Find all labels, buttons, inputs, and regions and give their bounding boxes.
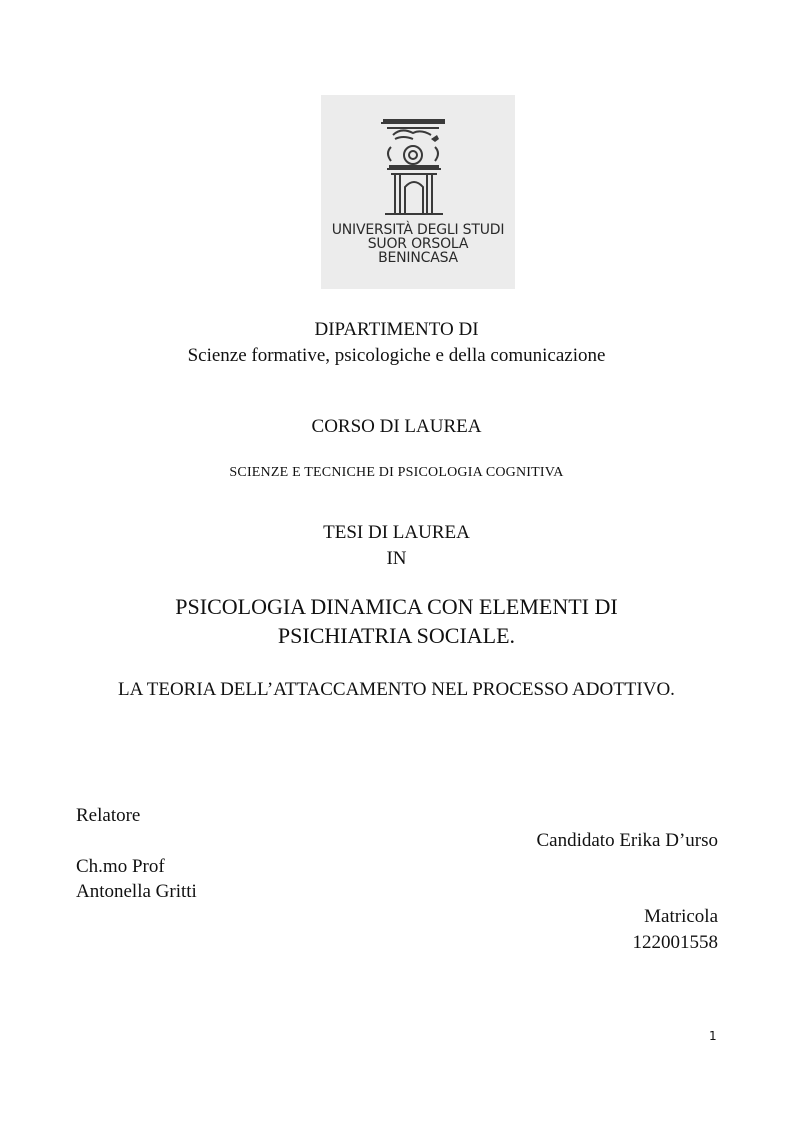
thesis-subject-line-1: PSICOLOGIA DINAMICA CON ELEMENTI DI xyxy=(175,594,618,619)
relatore-name: Antonella Gritti xyxy=(76,881,197,902)
matricola-label: Matricola xyxy=(644,906,718,927)
university-logo xyxy=(321,95,515,289)
logo-line-3: BENINCASA xyxy=(378,250,458,266)
department-name: Scienze formative, psicologiche e della comunicazione xyxy=(187,345,606,366)
logo-line-2: SUOR ORSOLA xyxy=(367,236,469,252)
thesis-subject-line-2: PSICHIATRIA SOCIALE. xyxy=(277,623,516,648)
course-label: CORSO DI LAUREA xyxy=(311,416,482,437)
thesis-title: LA TEORIA DELL’ATTACCAMENTO NEL PROCESSO ADOTTIVO. xyxy=(118,679,675,700)
relatore-label: Relatore xyxy=(76,805,141,826)
thesis-in: IN xyxy=(386,548,407,569)
candidato-label: Candidato Erika D’urso xyxy=(536,830,718,851)
logo-line-1: UNIVERSITÀ DEGLI STUDI xyxy=(331,222,505,238)
course-name: SCIENZE E TECNICHE DI PSICOLOGIA COGNITIVA xyxy=(229,465,564,480)
page-number: 1 xyxy=(709,1029,717,1043)
matricola-number: 122001558 xyxy=(632,932,718,953)
department-label: DIPARTIMENTO DI xyxy=(314,319,479,340)
relatore-title: Ch.mo Prof xyxy=(76,856,165,877)
thesis-label: TESI DI LAUREA xyxy=(323,522,470,543)
